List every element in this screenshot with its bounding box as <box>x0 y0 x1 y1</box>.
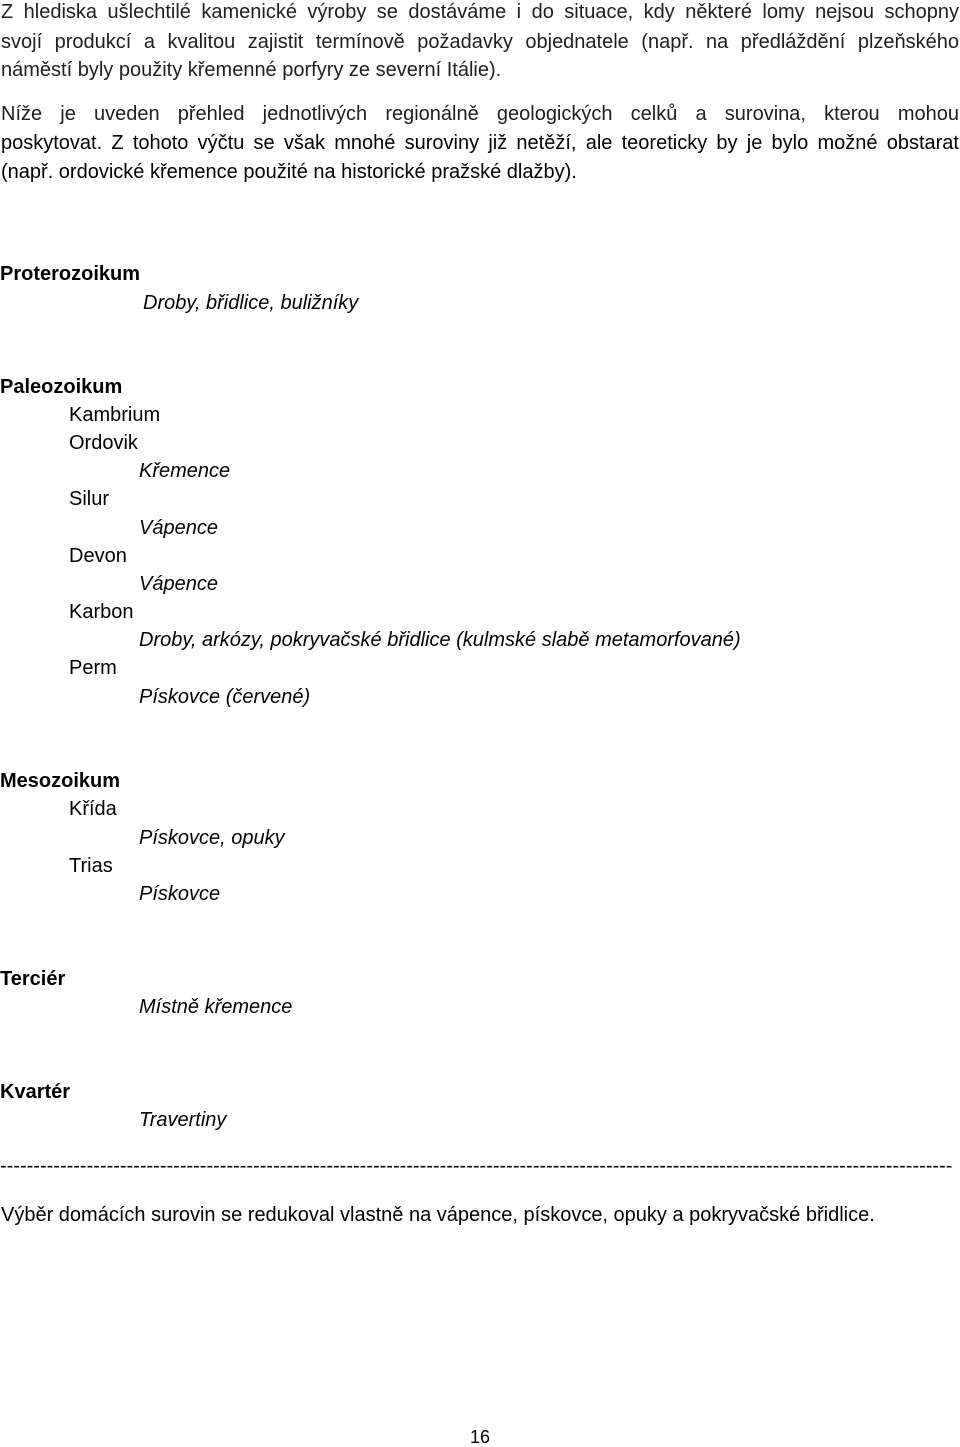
rock-types: Droby, břidlice, buližníky <box>143 292 359 314</box>
period-name: Silur <box>69 488 110 510</box>
era-heading: Terciér <box>0 968 66 990</box>
era-heading: Paleozoikum <box>0 376 123 398</box>
period-name: Kambrium <box>69 404 161 426</box>
rock-types: Křemence <box>139 460 231 482</box>
overview-paragraph-line: Níže je uveden přehled jednotlivých regionálně geologických celků a surovina, kterou mohou <box>1 103 959 125</box>
rock-types: Pískovce, opuky <box>139 827 285 849</box>
rock-types: Travertiny <box>139 1109 227 1131</box>
rock-types: Vápence <box>139 517 218 539</box>
period-name: Devon <box>69 545 127 567</box>
rock-types: Vápence <box>139 573 218 595</box>
era-heading: Proterozoikum <box>0 263 141 285</box>
period-name: Perm <box>69 657 117 679</box>
overview-paragraph-line: poskytovat. Z tohoto výčtu se však mnohé suroviny již netěží, ale teoreticky by je bylo možné obstarat <box>1 132 959 154</box>
rock-types: Pískovce (červené) <box>139 686 311 708</box>
intro-paragraph-line: náměstí byly použity křemenné porfyry ze severní Itálie). <box>1 59 502 81</box>
intro-paragraph-line: Z hlediska ušlechtilé kamenické výroby se dostáváme i do situace, kdy některé lomy nejsou schopny <box>1 1 959 23</box>
intro-paragraph-line: svojí produkcí a kvalitou zajistit termínově požadavky objednatele (např. na předláždění plzeňského <box>1 31 959 53</box>
page-number: 16 <box>469 1427 491 1447</box>
rock-types: Pískovce <box>139 883 221 905</box>
period-name: Trias <box>69 855 113 877</box>
period-name: Křída <box>69 798 117 820</box>
rock-types: Droby, arkózy, pokryvačské břidlice (kulmské slabě metamorfované) <box>139 629 741 651</box>
conclusion-text: Výběr domácích surovin se redukoval vlastně na vápence, pískovce, opuky a pokryvačské břidlice. <box>1 1204 875 1226</box>
rock-types: Místně křemence <box>139 996 293 1018</box>
era-heading: Mesozoikum <box>0 770 121 792</box>
period-name: Karbon <box>69 601 134 623</box>
overview-paragraph-line: (např. ordovické křemence použité na historické pražské dlažby). <box>1 161 577 183</box>
era-heading: Kvartér <box>0 1081 71 1103</box>
period-name: Ordovik <box>69 432 138 454</box>
dashed-separator: ----------------------------------------------------------------------------------------------------------------------------------------------- <box>0 1155 953 1177</box>
